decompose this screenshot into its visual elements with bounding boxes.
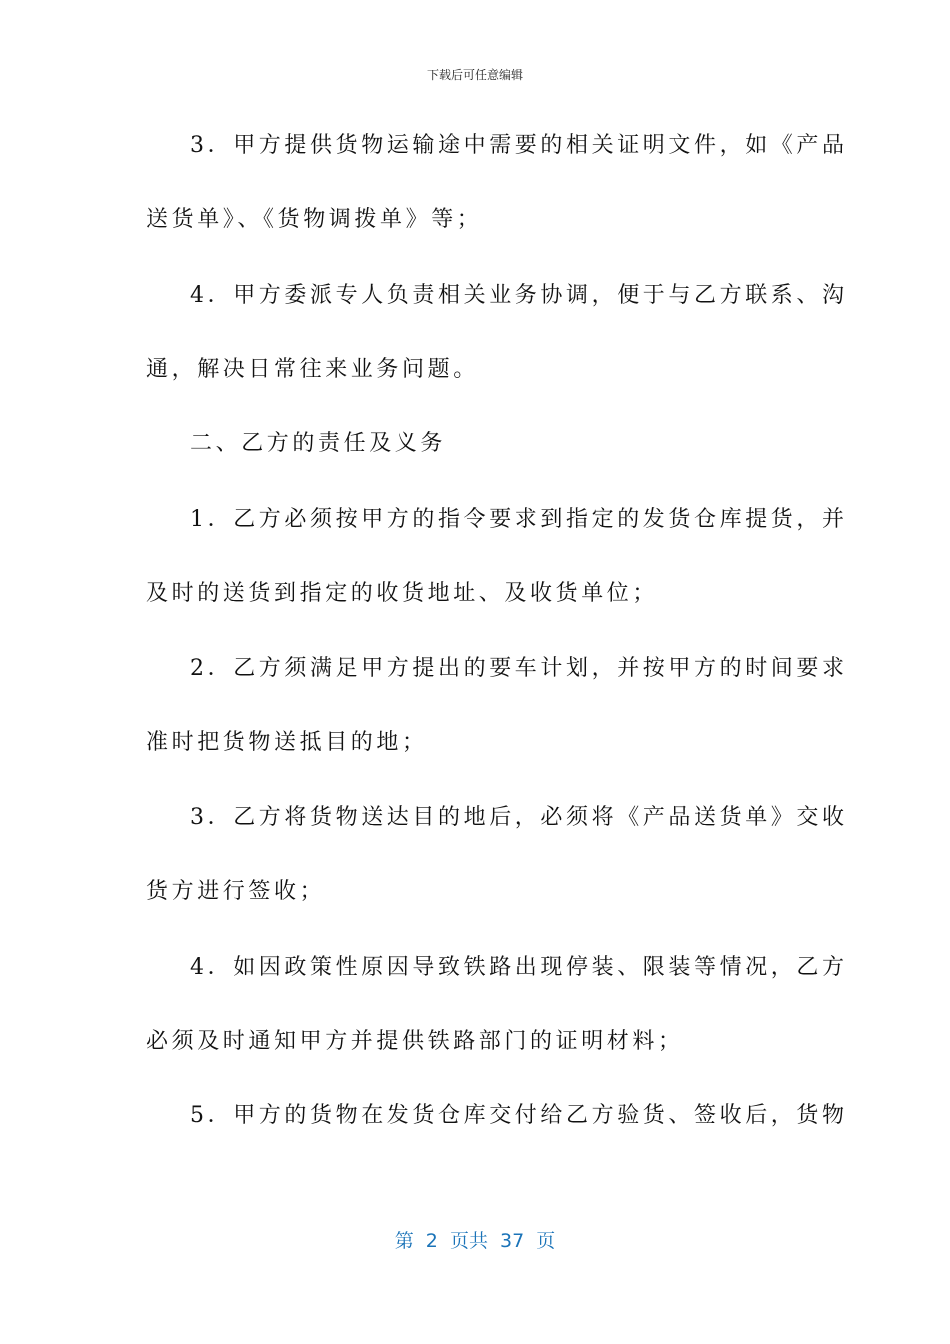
section-heading: 二、乙方的责任及义务 xyxy=(190,431,447,456)
paragraph-line: 3．甲方提供货物运输途中需要的相关证明文件，如《产品 xyxy=(190,133,848,158)
paragraph-line: 准时把货物送抵目的地； xyxy=(146,730,428,755)
paragraph-line: 必须及时通知甲方并提供铁路部门的证明材料； xyxy=(146,1029,684,1054)
paragraph-line: 4．如因政策性原因导致铁路出现停装、限装等情况，乙方 xyxy=(190,955,848,980)
paragraph-line: 4．甲方委派专人负责相关业务协调，便于与乙方联系、沟 xyxy=(190,283,848,308)
paragraph-line: 货方进行签收； xyxy=(146,879,326,904)
paragraph-line: 3．乙方将货物送达目的地后，必须将《产品送货单》交收 xyxy=(190,805,848,830)
paragraph-line: 及时的送货到指定的收货地址、及收货单位； xyxy=(146,581,659,606)
paragraph-line: 送货单》、《货物调拨单》等； xyxy=(146,207,483,232)
header-note: 下载后可任意编辑 xyxy=(426,68,523,82)
page-number-footer: 第 2 页共 37 页 xyxy=(394,1230,556,1252)
paragraph-line: 1．乙方必须按甲方的指令要求到指定的发货仓库提货，并 xyxy=(190,507,848,532)
paragraph-line: 5．甲方的货物在发货仓库交付给乙方验货、签收后，货物 xyxy=(190,1103,848,1128)
paragraph-line: 通，解决日常往来业务问题。 xyxy=(146,357,479,382)
paragraph-line: 2．乙方须满足甲方提出的要车计划，并按甲方的时间要求 xyxy=(190,656,848,681)
